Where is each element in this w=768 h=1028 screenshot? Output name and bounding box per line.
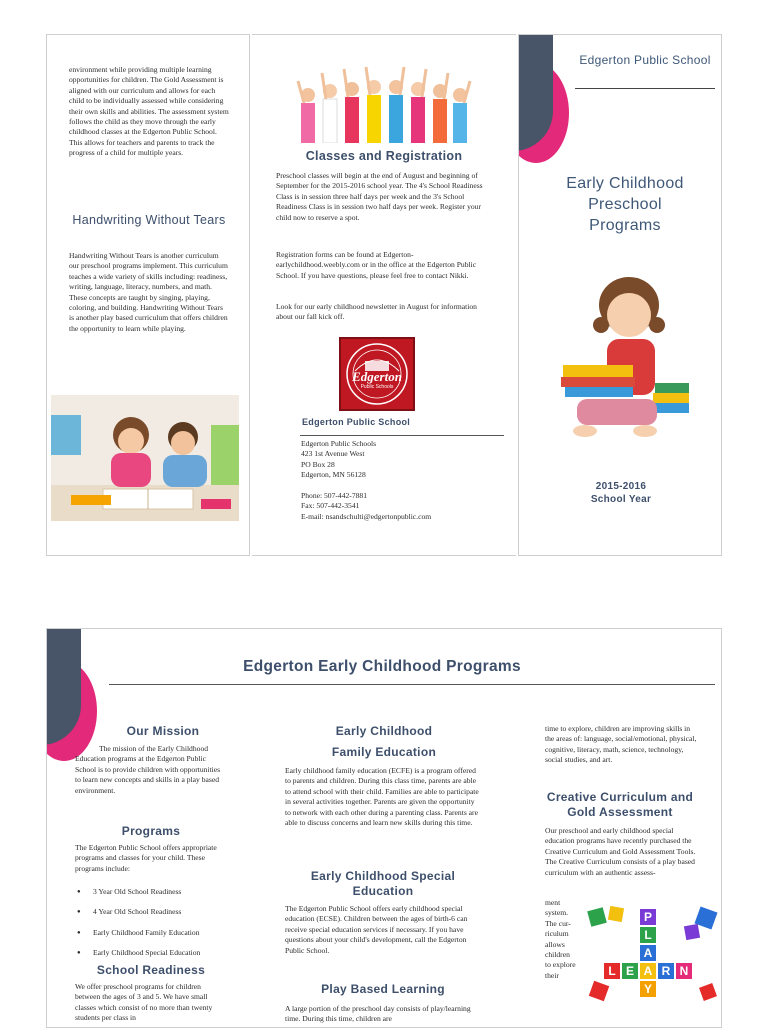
mission-body: The mission of the Early Childhood Education programs at the Edgerton Public School is to provide children with opportunities to learn new concepts and skills in a play based environment.	[75, 744, 221, 795]
programs-title: Programs	[121, 824, 181, 838]
cover-panel	[518, 34, 722, 556]
email-address[interactable]: E-mail: nsandschulti@edgertonpublic.com	[301, 511, 432, 521]
address-line: Edgerton Public Schools	[301, 439, 377, 448]
creative-tail-line: children	[545, 950, 570, 960]
fax-number: Fax: 507-442-3541	[301, 501, 360, 511]
creative-tail-line: to explore	[545, 960, 576, 970]
logo-subtext: Public Schools	[360, 384, 394, 390]
creative-tail-line: allows	[545, 939, 565, 949]
ecse-title: Early Childhood Special Education	[310, 869, 456, 898]
programs-body: The Edgerton Public School offers appropriate programs and classes for your child. These programs include:	[75, 843, 217, 873]
address-line: 423 1st Avenue West	[301, 449, 365, 459]
program-item: ● 4 Year Old School Readiness	[75, 907, 245, 917]
cover-title-line: Preschool	[588, 196, 662, 213]
logo-text: Edgerton	[352, 369, 402, 384]
creative-tail-line: The cur-	[545, 918, 571, 928]
cover-divider	[575, 88, 715, 89]
puzzle-letter: N	[679, 964, 689, 978]
classes-title: Classes and Registration	[305, 149, 463, 163]
creative-tail	[545, 898, 585, 981]
puzzle-letter: L	[644, 928, 652, 942]
address-block	[301, 439, 501, 481]
inside-banner-divider	[109, 684, 715, 685]
cover-title-line: Programs	[589, 217, 661, 234]
cover-title	[545, 173, 705, 236]
creative-tail-line: their	[545, 970, 559, 980]
address-line: Edgerton, MN 56128	[301, 470, 366, 480]
creative-tail-line: ment	[545, 898, 561, 907]
registration-body: Registration forms can be found at Edgerton-earlychildhood.weebly.com or in the office at the Edgerton Public School. If you have questions, please feel free to contact Nikki.	[276, 250, 477, 280]
puzzle-letter: R	[661, 964, 671, 978]
ecse-body: The Edgerton Public School offers early childhood special education (ECSE). Children between the ages of birth-6 can receive special education services if necessary. If you have questions about your child's development, call the Edgerton Public School.	[285, 904, 468, 955]
col3-continued: time to explore, children are improving skills in the areas of: language, social/emotional, physical, cognitive, literacy, math, science, technology, social studies, and art.	[545, 724, 697, 765]
newsletter-body: Look for our early childhood newsletter in August for information about our fall kick off.	[276, 302, 477, 322]
puzzle-letter: A	[643, 964, 653, 978]
cheering-kids-photo	[296, 63, 472, 143]
phone-number: Phone: 507-442-7881	[301, 491, 368, 500]
creative-tail-line: riculum	[545, 929, 569, 939]
handwriting-body: Handwriting Without Tears is another curriculum our preschool programs implement. This curriculum teaches a wide variety of skills including: readiness, writing, language, literacy, numbers, and math. These concepts are taught by singing, playing, coloring, and building. Handwriting Without Tears is another play based curriculum that offers children the opportunity to learn while playing.	[69, 251, 228, 333]
handwriting-title: Handwriting Without Tears	[72, 213, 226, 227]
play-learn-puzzle-image	[585, 905, 719, 1009]
ecfe-title-line2: Family Education	[331, 745, 437, 759]
school-name-heading: Edgerton Public School	[302, 417, 411, 427]
children-reading-photo	[51, 395, 239, 521]
ecfe-title-line1: Early Childhood	[335, 724, 433, 738]
puzzle-letter: Y	[643, 982, 653, 996]
inside-page	[46, 628, 722, 1028]
middle-panel	[252, 34, 516, 556]
left-panel	[46, 34, 250, 556]
edgerton-logo	[339, 337, 415, 411]
creative-title: Creative Curriculum and Gold Assessment	[546, 790, 694, 819]
puzzle-letter: L	[608, 964, 616, 978]
gold-assessment-continued: environment while providing multiple learning opportunities for children. The Gold Assessment is aligned with our curriculum and allows for each child to be individually assessed while considering their own skills and abilities. The assessment system follows the child as they move through the early childhood classes at the Edgerton Public School. This allows for teachers and parents to track the progress of a child for multiple years.	[69, 65, 229, 158]
contact-divider	[300, 435, 504, 436]
readiness-title: School Readiness	[96, 963, 206, 977]
address-line: PO Box 28	[301, 459, 335, 469]
program-item: ● Early Childhood Family Education	[75, 928, 245, 938]
program-list	[75, 887, 245, 969]
cover-year: 2015-2016	[595, 481, 647, 492]
puzzle-letter: P	[643, 910, 653, 924]
program-item: ● Early Childhood Special Education	[75, 948, 245, 958]
creative-tail-line: system.	[545, 908, 568, 918]
creative-body: Our preschool and early childhood special education programs have recently purchased the Creative Curriculum and Gold Assessment Tools. The Creative Curriculum consists of a play based curriculum with an authentic assess-	[545, 826, 696, 877]
program-item: ● 3 Year Old School Readiness	[75, 887, 245, 897]
inside-banner: Edgerton Early Childhood Programs	[243, 658, 521, 675]
contact-block	[301, 491, 511, 522]
play-body: A large portion of the preschool day consists of play/learning time. During this time, children are	[285, 1004, 471, 1024]
puzzle-letter: E	[625, 964, 635, 978]
girl-with-books-photo	[555, 273, 691, 449]
mission-title: Our Mission	[126, 724, 200, 738]
cover-school-name: Edgerton Public School	[579, 53, 711, 67]
cover-year-label: School Year	[590, 494, 652, 505]
classes-body: Preschool classes will begin at the end of August and beginning of September for the 2015-2016 school year. The 4's School Readiness Class is in session three half days per week and the 3's School Readiness Class is in session two half days per week. Register your child now to reserve a spot.	[276, 171, 483, 222]
play-title: Play Based Learning	[321, 982, 445, 996]
puzzle-letter: A	[643, 946, 653, 960]
cover-title-line: Early Childhood	[566, 175, 684, 192]
readiness-body: We offer preschool programs for children between the ages of 3 and 5. We have small classes which consist of no more than twenty students per class in	[75, 982, 213, 1023]
ecfe-body: Early childhood family education (ECFE) is a program offered to parents and children. During this class time, parents are able to attend school with their child. Families are able to participate in several activities together. Parents are given the opportunity to network with each other during a parenting class. Parents are able to discuss concerns and learn new skills during this time.	[285, 766, 479, 828]
